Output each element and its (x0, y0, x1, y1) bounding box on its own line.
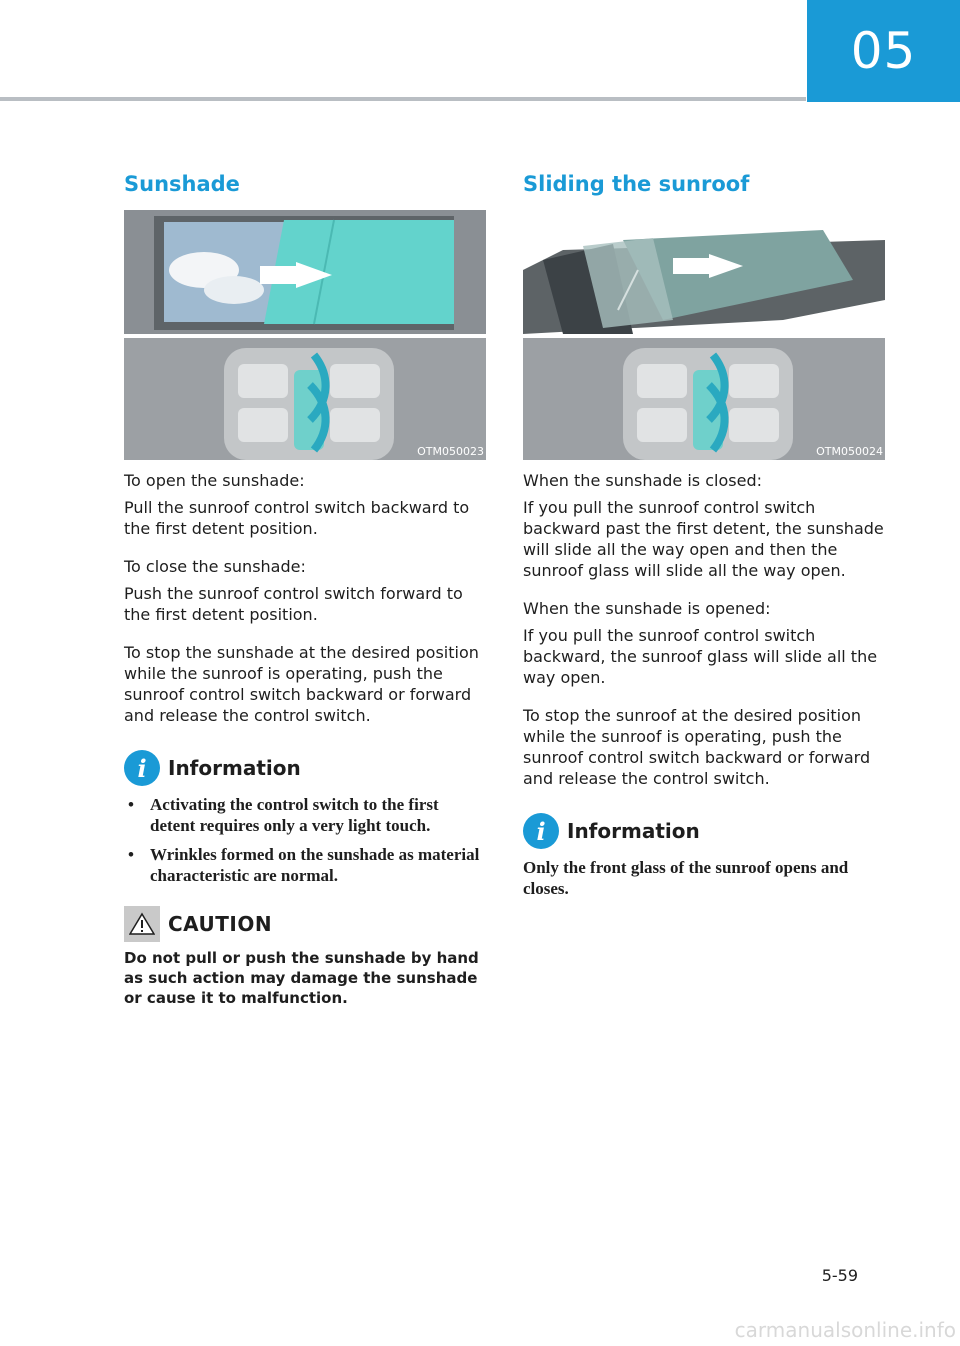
bullet-text: Wrinkles formed on the sunshade as material characteristic are normal. (150, 845, 480, 885)
paragraph: To open the sunshade: (124, 471, 305, 490)
chapter-number: 05 (850, 22, 917, 80)
list-item: • Activating the control switch to the first detent requires only a very light touch. (128, 795, 439, 835)
paragraph: Push the sunroof control switch forward to the first detent position. (124, 584, 463, 624)
caution-heading (124, 906, 486, 942)
sliding-sunroof-illustration (523, 210, 885, 460)
sliding-sunroof-figure (523, 210, 885, 460)
info-heading (523, 813, 885, 849)
figure-code: OTM050024 (816, 445, 883, 458)
paragraph: To stop the sunroof at the desired position while the sunroof is operating, push the sunroof control switch backward or forward and release the control switch. (523, 706, 871, 788)
paragraph: To stop the sunshade at the desired position while the sunroof is operating, push the sunroof control switch backward or forward and release the control switch. (124, 643, 479, 725)
info-title: Information (567, 819, 700, 843)
paragraph: Pull the sunroof control switch backward to the first detent position. (124, 498, 470, 538)
right-column (523, 166, 885, 899)
info-icon: i (523, 813, 559, 849)
caution-text: Do not pull or push the sunshade by hand as such action may damage the sunshade or cause it to malfunction. (124, 949, 479, 1007)
paragraph: When the sunshade is closed: (523, 471, 762, 490)
info-text: Only the front glass of the sunroof opens and closes. (523, 858, 849, 898)
section-title-sliding-sunroof: Sliding the sunroof (523, 172, 750, 196)
chapter-tab (807, 0, 960, 102)
info-list (124, 794, 486, 886)
info-heading (124, 750, 486, 786)
bullet-text: Activating the control switch to the first detent requires only a very light touch. (150, 795, 439, 835)
caution-title: CAUTION (168, 912, 273, 936)
sunshade-figure (124, 210, 486, 460)
page-number: 5-59 (821, 1266, 858, 1285)
paragraph: If you pull the sunroof control switch backward, the sunroof glass will slide all the way open. (523, 626, 878, 687)
header-rule (0, 97, 806, 101)
figure-code: OTM050023 (417, 445, 484, 458)
paragraph: To close the sunshade: (124, 557, 306, 576)
paragraph: When the sunshade is opened: (523, 599, 771, 618)
left-column (124, 166, 486, 1008)
section-title-sunshade: Sunshade (124, 172, 240, 196)
info-title: Information (168, 756, 301, 780)
sunshade-illustration (124, 210, 486, 460)
warning-triangle-icon (124, 906, 160, 942)
info-icon: i (124, 750, 160, 786)
list-item: • Wrinkles formed on the sunshade as material characteristic are normal. (128, 845, 480, 885)
paragraph: If you pull the sunroof control switch backward past the first detent, the sunshade will slide all the way open and then the sunroof glass will slide all the way open. (523, 498, 884, 580)
watermark: carmanualsonline.info (734, 1318, 956, 1342)
